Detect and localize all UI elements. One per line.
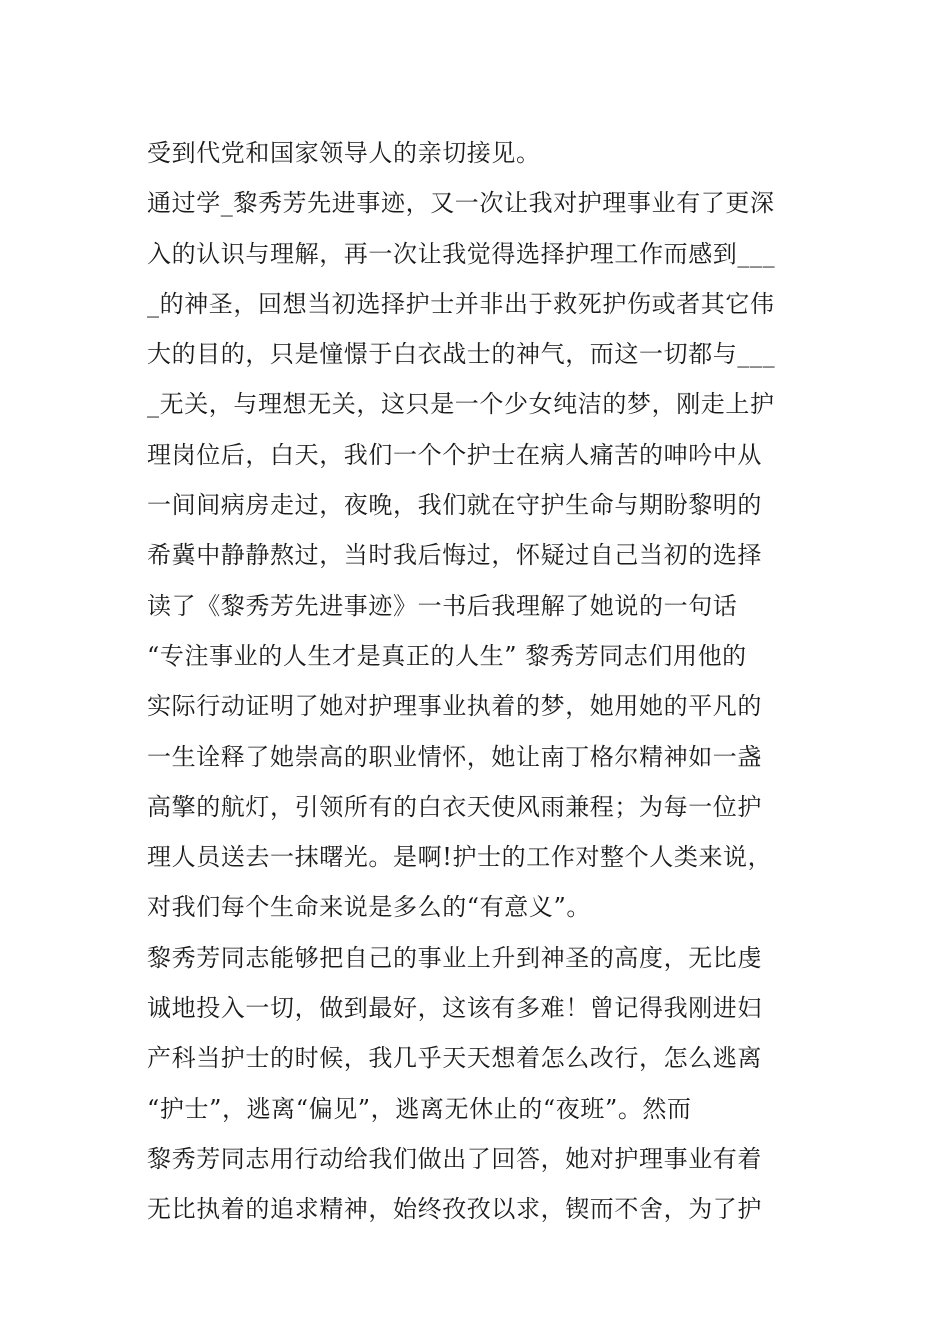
text-line: 高擎的航灯，引领所有的白衣天使风雨兼程；为每一位护 [147,792,762,821]
text-line: 受到代党和国家领导人的亲切接见。 [147,139,541,167]
text-line: _的神圣，回想当初选择护士并非出于救死护伤或者其它伟 [147,289,775,318]
body-text [147,128,807,1235]
text-line: “专注事业的人生才是真正的人生” 黎秀芳同志们用他的 [147,641,747,670]
text-line: 读了《黎秀芳先进事迹》一书后我理解了她说的一句话 [147,591,738,620]
text-line: “护士”，逃离“偏见”，逃离无休止的“夜班”。然而 [147,1094,692,1123]
text-line: 实际行动证明了她对护理事业执着的梦，她用她的平凡的 [147,692,762,721]
text-line: 对我们每个生命来说是多么的“有意义”。 [147,893,591,922]
text-line: 一间间病房走过，夜晚，我们就在守护生命与期盼黎明的 [147,491,762,520]
text-line: 理岗位后，白天，我们一个个护士在病人痛苦的呻吟中从 [147,440,762,469]
text-line: 通过学_黎秀芳先进事迹，又一次让我对护理事业有了更深 [147,189,775,218]
text-line: 大的目的，只是憧憬于白衣战士的神气，而这一切都与___ [147,340,776,369]
text-line: 希冀中静静熬过，当时我后悔过，怀疑过自己当初的选择 [147,541,762,570]
text-line: 理人员送去一抹曙光。是啊!护士的工作对整个人类来说， [147,843,773,872]
text-line: 黎秀芳同志能够把自己的事业上升到神圣的高度，无比虔 [147,943,762,972]
text-line: 诚地投入一切，做到最好，这该有多难！曾记得我刚进妇 [147,994,762,1023]
text-line: 产科当护士的时候，我几乎天天想着怎么改行，怎么逃离 [147,1044,762,1073]
text-line: _无关，与理想无关，这只是一个少女纯洁的梦，刚走上护 [147,390,775,419]
text-line: 入的认识与理解，再一次让我觉得选择护理工作而感到___ [147,239,776,268]
text-line: 黎秀芳同志用行动给我们做出了回答，她对护理事业有着 [147,1144,762,1173]
text-line: 无比执着的追求精神，始终孜孜以求，锲而不舍，为了护 [147,1195,762,1224]
text-line: 一生诠释了她崇高的职业情怀，她让南丁格尔精神如一盏 [147,742,762,771]
